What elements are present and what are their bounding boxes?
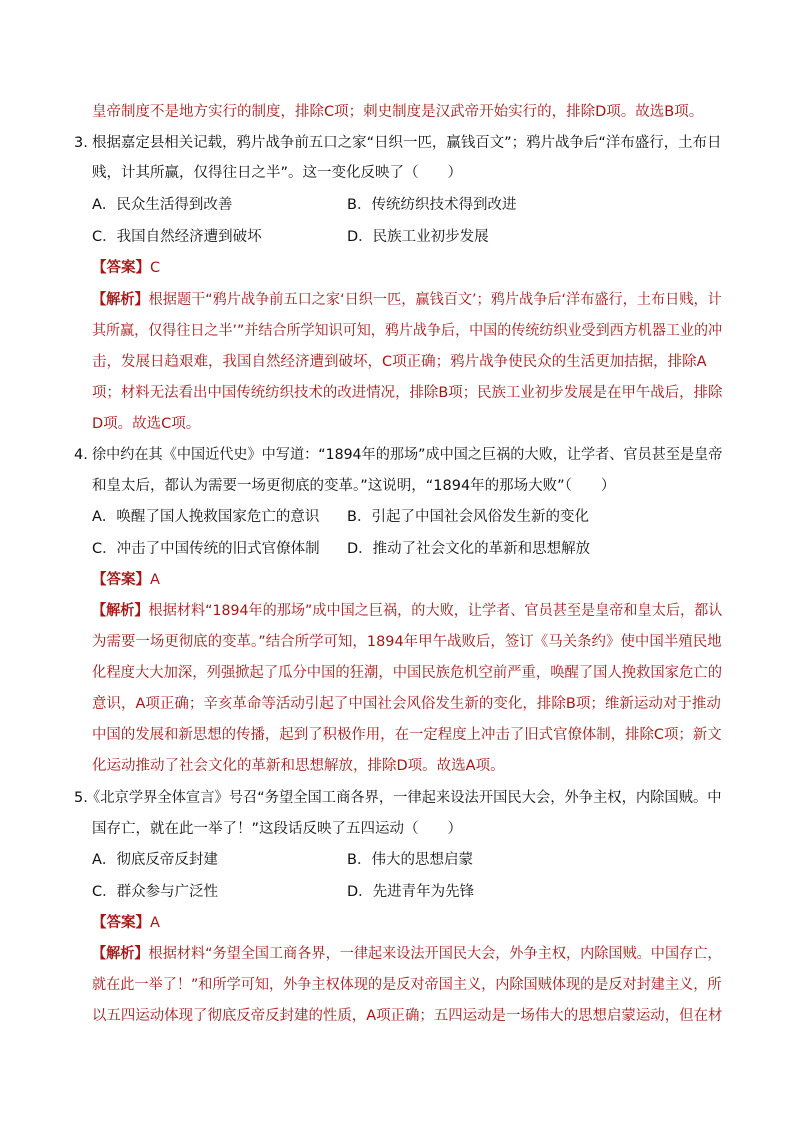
previous-analysis-continuation: 皇帝制度不是地方实行的制度，排除C项；刺史制度是汉武帝开始实行的，排除D项。故选B项。 <box>92 104 704 120</box>
analysis-line <box>92 600 722 622</box>
analysis-text: 以五四运动体现了彻底反帝反封建的性质，A项正确；五四运动是一场伟大的思想启蒙运动，但在材 <box>92 1008 723 1024</box>
answer-value: A <box>150 915 160 931</box>
analysis-line <box>92 289 722 311</box>
analysis-text: 化程度大大加深，列强掀起了瓜分中国的狂潮，中国民族危机空前严重，唤醒了国人挽救国家危亡的 <box>92 665 723 681</box>
analysis-tag: 【解析】 <box>92 292 149 308</box>
option-c: C．冲击了中国传统的旧式官僚体制 <box>92 541 320 557</box>
question-stem-line: 《北京学界全体宣言》号召“务望全国工商各界，一律起来设法开国民大会，外争主权，内除国贼。中 <box>86 790 722 806</box>
option-b: B．引起了中国社会风俗发生新的变化 <box>347 509 589 525</box>
answer-line <box>92 257 160 279</box>
option-b: B．传统纺织技术得到改进 <box>347 197 517 213</box>
answer-tag: 【答案】 <box>92 260 150 276</box>
analysis-text: 击，发展日趋艰难，我国自然经济遭到破坏，C项正确；鸦片战争使民众的生活更加拮据，排除A <box>92 354 707 370</box>
option-d: D．民族工业初步发展 <box>347 229 489 245</box>
option-a: A．民众生活得到改善 <box>92 197 233 213</box>
option-d: D．先进青年为先锋 <box>347 884 475 900</box>
answer-value: C <box>150 260 161 276</box>
option-a: A．唤醒了国人挽救国家危亡的意识 <box>92 509 320 525</box>
answer-tag: 【答案】 <box>92 572 150 588</box>
analysis-text: 其所赢，仅得往日之半’”并结合所学知识可知，鸦片战争后，中国的传统纺织业受到西方机器工业的冲 <box>92 323 723 339</box>
analysis-text: 就在此一举了！”和所学可知，外争主权体现的是反对帝国主义，内除国贼体现的是反对封建主义，所 <box>92 977 722 993</box>
analysis-text: 根据题干“鸦片战争前五口之家‘日织一匹，赢钱百文’；鸦片战争后‘洋布盛行，土布日贱，计 <box>148 292 722 308</box>
option-a: A．彻底反帝反封建 <box>92 852 218 868</box>
analysis-tag: 【解析】 <box>92 946 149 962</box>
analysis-text: 化运动推动了社会文化的革新和思想解放，排除D项。故选A项。 <box>92 758 505 774</box>
analysis-text: 根据材料“1894年的那场”成中国之巨祸，的大败，让学者、官员甚至是皇帝和皇太后，都认 <box>148 603 723 619</box>
option-c: C．我国自然经济遭到破坏 <box>92 229 262 245</box>
analysis-text: 中国的发展和新思想的传播，起到了积极作用，在一定程度上冲击了旧式官僚体制，排除C项；新文 <box>92 727 722 743</box>
analysis-text: 为需要一场更彻底的变革。”结合所学可知，1894年甲午战败后，签订《马关条约》使中国半殖民地 <box>92 634 722 650</box>
answer-line <box>92 912 160 934</box>
question-stem-line: 国存亡，就在此一举了！”这段话反映了五四运动（ ） <box>92 821 463 837</box>
analysis-text: 根据材料“务望全国工商各界，一律起来设法开国民大会，外争主权，内除国贼。中国存亡， <box>148 946 722 962</box>
option-b: B．伟大的思想启蒙 <box>347 852 473 868</box>
question-stem-line: 根据嘉定县相关记载，鸦片战争前五口之家“日织一匹，赢钱百文”；鸦片战争后“洋布盛行，土布日 <box>92 135 722 151</box>
analysis-line <box>92 943 722 965</box>
question-number: 4. <box>74 447 88 463</box>
question-stem-line: 贱，计其所赢，仅得往日之半”。这一变化反映了（ ） <box>92 165 463 181</box>
option-d: D．推动了社会文化的革新和思想解放 <box>347 541 591 557</box>
answer-line <box>92 569 160 591</box>
option-c: C．群众参与广泛性 <box>92 884 219 900</box>
analysis-tag: 【解析】 <box>92 603 149 619</box>
analysis-text: D项。故选C项。 <box>92 416 201 432</box>
analysis-text: 项；材料无法看出中国传统纺织技术的改进情况，排除B项；民族工业初步发展是在甲午战后，排除 <box>92 385 723 401</box>
answer-tag: 【答案】 <box>92 915 150 931</box>
question-stem-line: 和皇太后，都认为需要一场更彻底的变革。”这说明，“1894年的那场大败”（ ） <box>92 478 616 494</box>
question-stem-line: 徐中约在其《中国近代史》中写道：“1894年的那场”成中国之巨祸的大败，让学者、官员甚至是皇帝 <box>92 447 723 463</box>
question-number: 5. <box>74 790 88 806</box>
answer-value: A <box>150 572 160 588</box>
analysis-text: 意识，A项正确；辛亥革命等活动引起了中国社会风俗发生新的变化，排除B项；维新运动对于推动 <box>92 696 721 712</box>
question-number: 3. <box>74 135 88 151</box>
